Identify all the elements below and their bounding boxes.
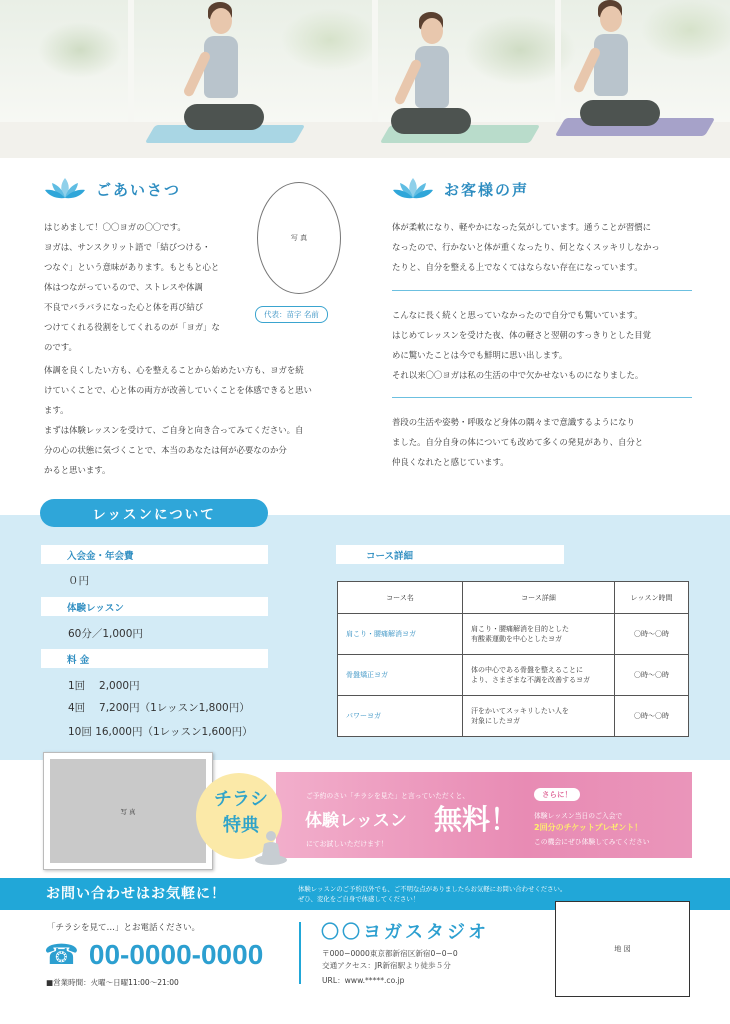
phone-block[interactable] <box>44 938 263 971</box>
text-line: 体はつながっているので、ストレスや体調 <box>44 282 203 292</box>
promo-extra-line: 体験レッスン当日のご入会で <box>534 812 623 820</box>
divider <box>299 922 301 984</box>
fee-label: 入会金・年会費 <box>41 545 268 564</box>
text-line: なったので、行かないと体が重くなったり、何となくスッキリしなかっ <box>392 242 660 252</box>
promo-photo <box>43 752 213 870</box>
note-line: 体験レッスンのご予約以外でも、ご不明な点がありましたらお気軽にお問い合わせください。 <box>298 885 567 893</box>
text-line: 不良でバラバラになった心と体を再び結び <box>44 302 204 312</box>
divider <box>392 397 692 398</box>
promo-intro: ご予約のさい「チラシを見た」と言っていただくと、 <box>306 792 470 800</box>
course-name: パワーヨガ <box>338 696 463 737</box>
greeting-title: ごあいさつ <box>96 180 182 199</box>
table-header: コース詳細 <box>463 582 615 614</box>
studio-name: 〇〇ヨガスタジオ <box>321 922 489 943</box>
text-line: たりと、自分を整える上でなくてはならない存在になっています。 <box>392 262 643 272</box>
meditation-silhouette-icon <box>254 830 288 866</box>
text-line: 普段の生活や姿勢・呼吸など身体の隅々まで意識するようになり <box>392 417 635 427</box>
table-header-row <box>338 582 689 614</box>
table-row <box>338 614 689 655</box>
call-instruction: 「チラシを見て…」とお電話ください。 <box>47 923 201 933</box>
course-desc <box>463 614 615 655</box>
photo-placeholder-label: 写 真 <box>290 234 308 242</box>
desc-line: 汗をかいてスッキリしたい人を <box>471 707 569 715</box>
price-item: 4回 7,200円（1レッスン1,800円） <box>68 702 250 714</box>
text-line: 体が柔軟になり、軽やかになった気がしています。通うことが習慣に <box>392 222 651 232</box>
business-hours: ■営業時間：火曜～日曜11:00～21:00 <box>46 978 179 987</box>
price-item: 10回 16,000円（1レッスン1,600円） <box>68 726 253 738</box>
representative-name-tag: 代表：苗字 名前 <box>255 306 328 323</box>
text-line: かると思います。 <box>44 465 111 475</box>
text-line: それ以来〇〇ヨガは私の生活の中で欠かせないものになりました。 <box>392 370 644 380</box>
hero-photo <box>0 0 730 158</box>
map-placeholder <box>555 901 690 997</box>
text-line: けていくことで、心と体の両方が改善していくことを体感できると思い <box>44 385 312 395</box>
text-line: 分の心の状態に気づくことで、本当のあなたは何が必要なのか分 <box>44 445 287 455</box>
greeting-paragraph-1 <box>44 217 244 357</box>
course-name: 肩こり・腰痛解消ヨガ <box>338 614 463 655</box>
desc-line: 対象にしたヨガ <box>471 717 520 725</box>
course-desc <box>463 696 615 737</box>
contact-title: お問い合わせはお気軽に！ <box>46 886 226 902</box>
phone-icon: ☎ <box>44 938 79 971</box>
url-line[interactable]: URL：www.*****.co.jp <box>322 976 405 985</box>
text-line: はじめまして！〇〇ヨガの〇〇です。 <box>44 222 186 232</box>
promo-trial-text: 体験レッスン <box>305 811 407 831</box>
course-table <box>337 581 689 737</box>
greeting-paragraph-2 <box>44 360 344 480</box>
promo-extra-line: 2回分のチケットプレゼント！ <box>534 823 643 832</box>
promo-free-text: 無料！ <box>434 803 519 836</box>
course-label: コース詳細 <box>336 545 564 564</box>
note-line: ぜひ、変化をご自身で体感してください！ <box>298 895 420 903</box>
table-header: レッスン時間 <box>615 582 689 614</box>
text-line: こんなに長く続くと思っていなかったので自分でも驚いています。 <box>392 310 643 320</box>
table-header: コース名 <box>338 582 463 614</box>
text-line: ました。自分自身の体についても改めて多くの発見があり、自分と <box>392 437 644 447</box>
voice-1 <box>392 217 692 277</box>
address-line: 〒000−0000東京都新宿区新宿0−0−0 <box>322 949 458 958</box>
divider <box>392 290 692 291</box>
course-desc <box>463 655 615 696</box>
fee-value: ０円 <box>68 575 89 587</box>
voices-header <box>392 176 529 202</box>
text-line: ヨガは、サンスクリット語で「結びつける・ <box>44 242 211 252</box>
badge-line: チラシ <box>214 789 268 810</box>
table-row <box>338 696 689 737</box>
lotus-icon <box>44 176 86 202</box>
desc-line: より、さまざまな不調を改善するヨガ <box>471 676 590 684</box>
course-time: 〇時～〇時 <box>615 655 689 696</box>
voices-title: お客様の声 <box>444 180 530 199</box>
text-line: ます。 <box>44 405 69 415</box>
desc-line: 体の中心である骨盤を整えることに <box>471 666 583 674</box>
promo-extra-line: この機会にぜひ体験してみてください <box>534 838 650 846</box>
price-item: 1回 2,000円 <box>68 680 140 692</box>
text-line: つけてくれる役割をしてくれるのが「ヨガ」な <box>44 322 220 332</box>
desc-line: 有酸素運動を中心としたヨガ <box>471 635 562 643</box>
badge-line: 特典 <box>223 815 259 836</box>
trial-value: 60分／1,000円 <box>68 628 143 640</box>
contact-note <box>298 884 566 904</box>
promo-extra-badge: さらに！ <box>534 788 580 801</box>
greeting-header <box>44 176 181 202</box>
representative-photo <box>257 182 341 294</box>
phone-number[interactable]: 00-0000-0000 <box>88 938 264 970</box>
access-line: 交通アクセス：JR新宿駅より徒歩５分 <box>322 961 451 970</box>
trial-label: 体験レッスン <box>41 597 268 616</box>
photo-placeholder-label: 写 真 <box>120 807 136 816</box>
text-line: 仲良くなれたと感じています。 <box>392 457 509 467</box>
voice-2 <box>392 305 692 385</box>
text-line: はじめてレッスンを受けた夜、体の軽さと翌朝のすっきりとした目覚 <box>392 330 652 340</box>
text-line: つなぐ」という意味があります。もともと心と <box>44 262 220 272</box>
text-line: めに驚いたことは今でも鮮明に思い出します。 <box>392 350 568 360</box>
course-time: 〇時～〇時 <box>615 614 689 655</box>
text-line: まずは体験レッスンを受けて、ご自身と向き合ってみてください。自 <box>44 425 304 435</box>
desc-line: 肩こり・腰痛解消を目的とした <box>471 625 569 633</box>
lesson-title: レッスンについて <box>40 499 268 527</box>
course-name: 骨盤矯正ヨガ <box>338 655 463 696</box>
map-label: 地 図 <box>614 945 631 953</box>
course-time: 〇時～〇時 <box>615 696 689 737</box>
lotus-icon <box>392 176 434 202</box>
table-row <box>338 655 689 696</box>
voice-3 <box>392 412 692 472</box>
price-label: 料 金 <box>41 649 268 668</box>
text-line: のです。 <box>44 342 77 352</box>
promo-closing: にてお試しいただけます！ <box>306 840 388 848</box>
text-line: 体調を良くしたい方も、心を整えることから始めたい方も、ヨガを続 <box>44 365 304 375</box>
